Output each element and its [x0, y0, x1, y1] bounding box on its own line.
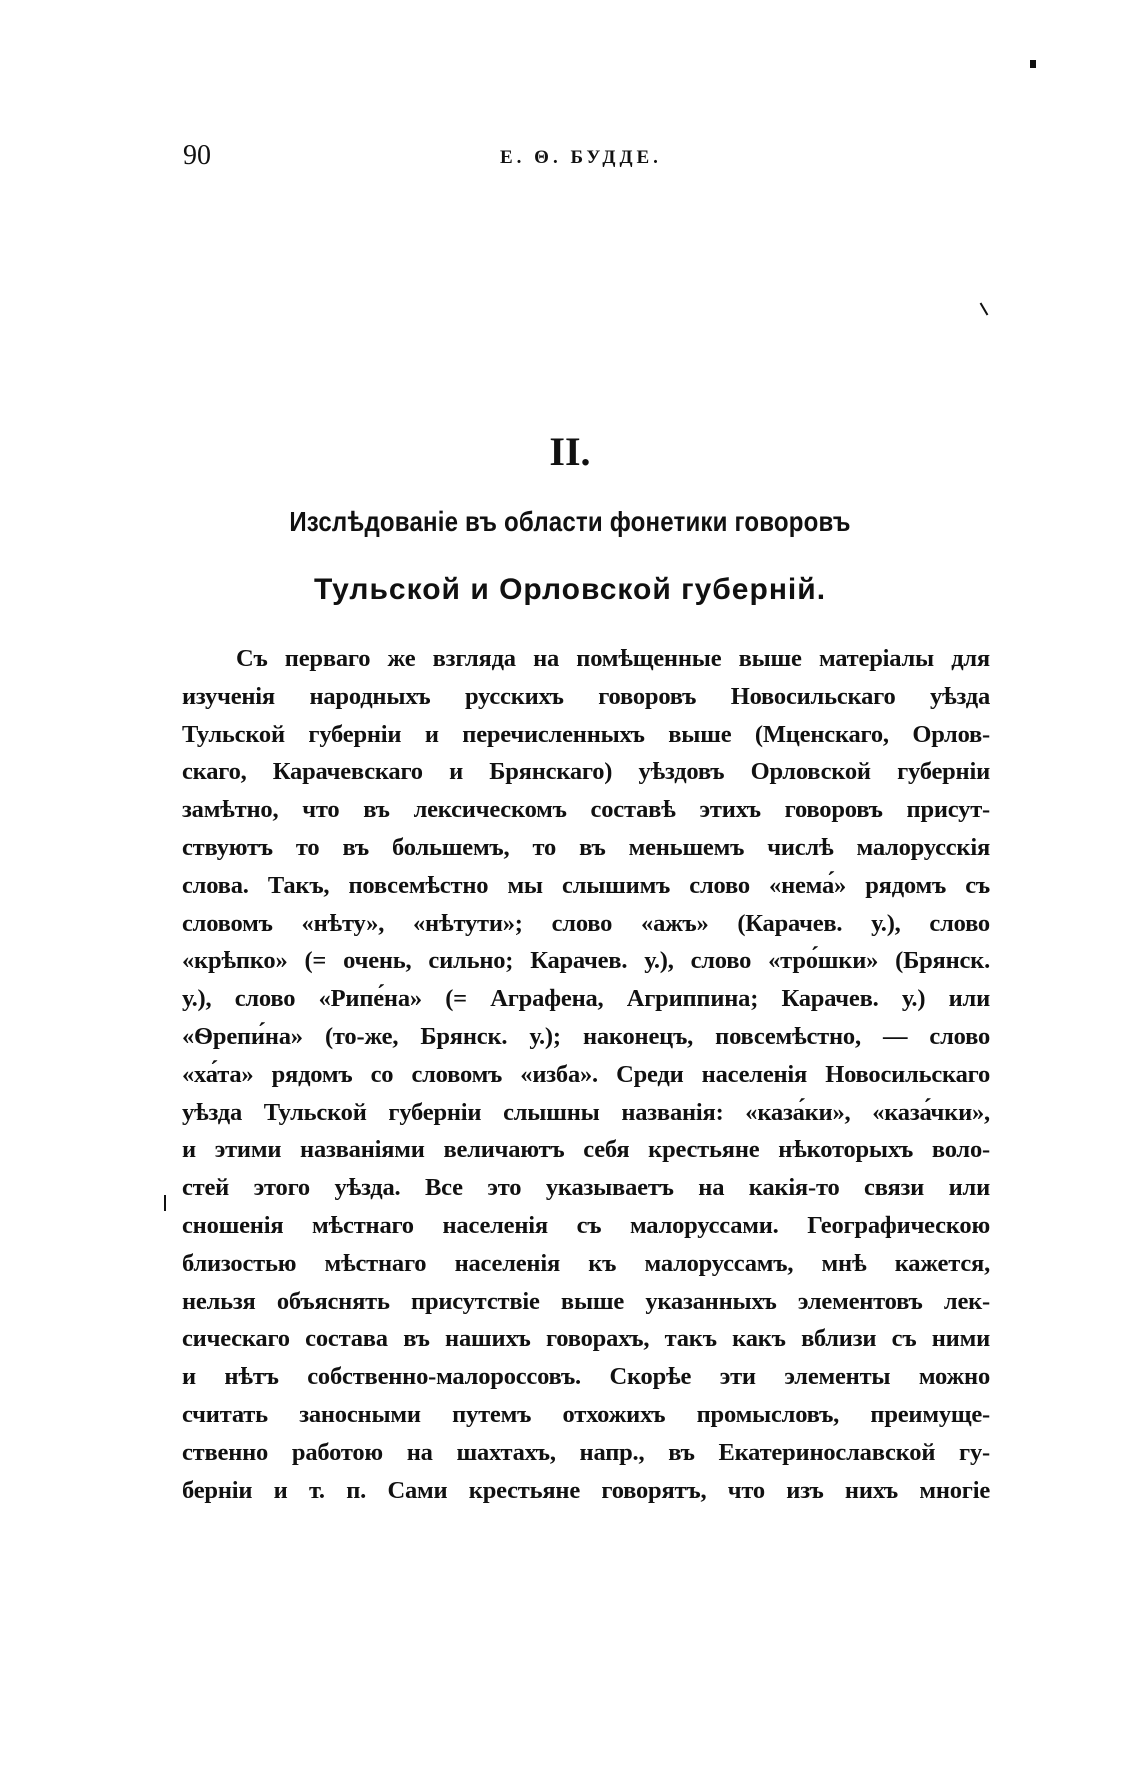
body-line: сношенія мѣстнаго населенія съ малоруссами. Географическою — [182, 1211, 990, 1239]
body-line: уѣзда Тульской губерніи слышны названія: «каза́ки», «каза́чки», — [182, 1098, 990, 1126]
page-number: 90 — [183, 140, 211, 171]
body-line: и этими названіями величаютъ себя крестьяне нѣкоторыхъ воло- — [182, 1136, 990, 1164]
ink-speck-right — [980, 302, 989, 315]
body-line: изученія народныхъ русскихъ говоровъ Новосильскаго уѣзда — [182, 682, 990, 710]
section-numeral: II. — [549, 429, 591, 474]
body-line: «ха́та» рядомъ со словомъ «изба». Среди населенія Новосильскаго — [182, 1060, 990, 1088]
body-line: стей этого уѣзда. Все это указываетъ на какія-то связи или — [182, 1174, 990, 1202]
body-line: у.), слово «Рипе́на» (= Аграфена, Агриппина; Карачев. у.) или — [182, 985, 990, 1013]
body-line: и нѣтъ собственно-малороссовъ. Скорѣе эти элементы можно — [182, 1363, 990, 1391]
body-line: Тульской губерніи и перечисленныхъ выше (Мценскаго, Орлов- — [182, 720, 990, 748]
body-line: словомъ «нѣту», «нѣтути»; слово «ажъ» (Карачев. у.), слово — [182, 909, 990, 937]
body-line: считать заносными путемъ отхожихъ промысловъ, преимуще- — [182, 1400, 990, 1428]
ink-speck-margin-left — [164, 1195, 166, 1211]
body-line: «крѣпко» (= очень, сильно; Карачев. у.), слово «тро́шки» (Брянск. — [182, 947, 990, 975]
body-line: слова. Такъ, повсемѣстно мы слышимъ слово «нема́» рядомъ съ — [182, 871, 990, 899]
body-text — [182, 640, 990, 1509]
body-line: ствуютъ то въ большемъ, то въ меньшемъ числѣ малорусскія — [182, 833, 990, 861]
body-line: берніи и т. п. Сами крестьяне говорятъ, что изъ нихъ многіе — [182, 1476, 990, 1504]
ink-speck-top-right — [1030, 60, 1036, 68]
body-line: ственно работою на шахтахъ, напр., въ Екатеринославской гу- — [182, 1438, 990, 1466]
body-line: близостью мѣстнаго населенія къ малоруссамъ, мнѣ кажется, — [182, 1249, 990, 1277]
body-line: скаго, Карачевскаго и Брянскаго) уѣздовъ Орловской губерніи — [182, 758, 990, 786]
body-line: замѣтно, что въ лексическомъ составѣ этихъ говоровъ присут- — [182, 796, 990, 824]
running-head: Е. Θ. БУДДЕ. — [500, 147, 662, 168]
body-line: «Ѳрепи́на» (то-же, Брянск. у.); наконецъ, повсемѣстно, — слово — [182, 1022, 990, 1050]
section-title-line-2: Тульской и Орловской губерній. — [313, 573, 827, 606]
body-line: сическаго состава въ нашихъ говорахъ, такъ какъ вблизи съ ними — [182, 1325, 990, 1353]
body-line: нельзя объяснять присутствіе выше указанныхъ элементовъ лек- — [182, 1287, 990, 1315]
body-line: Съ перваго же взгляда на помѣщенные выше матеріалы для — [236, 645, 990, 672]
section-title-line-1: Изслѣдованіе въ области фонетики говоровъ — [289, 506, 851, 537]
